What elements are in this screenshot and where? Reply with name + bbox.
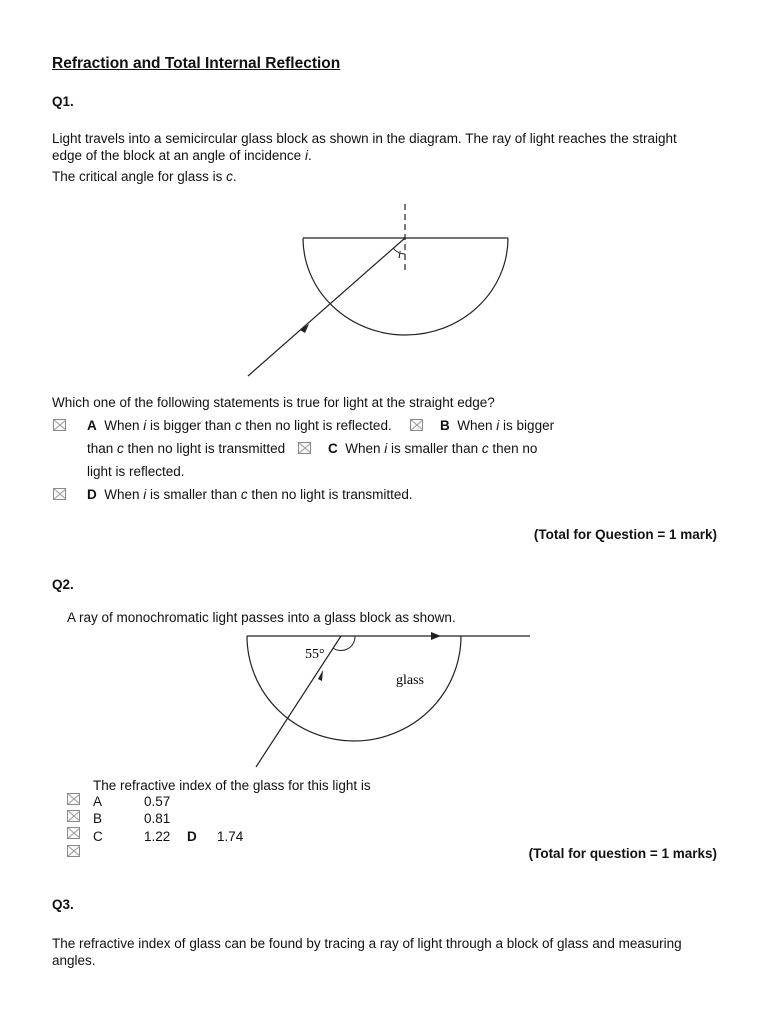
q2-option-c-checkbox[interactable] <box>67 827 80 839</box>
q1-ray <box>248 238 405 376</box>
q1-heading: Q1. <box>52 94 74 109</box>
q1-question: Which one of the following statements is true for light at the straight edge? <box>52 395 495 410</box>
q1-diagram <box>230 200 530 380</box>
q2-emergent-ray-arrow <box>431 632 441 640</box>
q2-option-d-value: 1.74 <box>217 829 244 844</box>
q3-line1: The refractive index of glass can be found by tracing a ray of light through a block of glass and measuring <box>52 936 682 951</box>
q3-text <box>52 935 682 969</box>
q1-option-b: B When i is bigger <box>440 418 555 433</box>
q2-heading: Q2. <box>52 577 74 592</box>
q2-option-a-value: 0.57 <box>144 794 171 809</box>
q2-total: (Total for question = 1 marks) <box>528 846 717 861</box>
q2-intro: A ray of monochromatic light passes into a glass block as shown. <box>67 610 456 625</box>
q2-incident-ray <box>256 636 341 767</box>
q1-intro-line3: The critical angle for glass is c. <box>52 169 237 184</box>
q1-intro-line2: edge of the block at an angle of incidence i. <box>52 148 312 163</box>
q2-block-curved-edge <box>247 636 461 741</box>
q1-intro-line1: Light travels into a semicircular glass block as shown in the diagram. The ray of light reaches the straight <box>52 131 677 146</box>
q1-option-a: A When i is bigger than c then no light is reflected. <box>87 418 392 433</box>
q1-total: (Total for Question = 1 mark) <box>533 527 717 542</box>
q1-intro <box>52 130 677 185</box>
q2-question: The refractive index of the glass for this light is <box>93 778 371 793</box>
q2-option-b-value: 0.81 <box>144 811 171 826</box>
q2-option-c-letter: C <box>93 829 103 844</box>
q2-diagram <box>240 630 540 775</box>
q1-option-c-cont: light is reflected. <box>87 464 185 479</box>
q2-angle-label: 55° <box>305 647 325 662</box>
q1-option-c-checkbox[interactable] <box>298 442 311 454</box>
q2-incident-ray-arrow <box>318 670 323 681</box>
q3-line2: angles. <box>52 953 96 968</box>
q2-option-b-checkbox[interactable] <box>67 810 80 822</box>
page-title: Refraction and Total Internal Reflection <box>52 55 341 72</box>
q1-option-d: D When i is smaller than c then no light is transmitted. <box>87 487 413 502</box>
q1-option-d-checkbox[interactable] <box>53 488 66 500</box>
q1-option-b-checkbox[interactable] <box>410 419 423 431</box>
q2-option-c-value: 1.22 <box>144 829 171 844</box>
q1-option-c: C When i is smaller than c then no <box>328 441 538 456</box>
q3-heading: Q3. <box>52 897 74 912</box>
q1-option-a-checkbox[interactable] <box>53 419 66 431</box>
q2-option-d-letter: D <box>187 829 197 844</box>
q1-option-b-cont: than c then no light is transmitted <box>87 441 286 456</box>
q2-glass-label: glass <box>396 673 424 688</box>
q2-option-b-letter: B <box>93 811 103 826</box>
q1-angle-label: i <box>398 249 402 261</box>
q1-block-curved-edge <box>303 238 508 335</box>
q2-option-a-checkbox[interactable] <box>67 793 80 805</box>
q2-option-d-checkbox[interactable] <box>67 845 80 857</box>
q2-option-a-letter: A <box>93 794 103 809</box>
